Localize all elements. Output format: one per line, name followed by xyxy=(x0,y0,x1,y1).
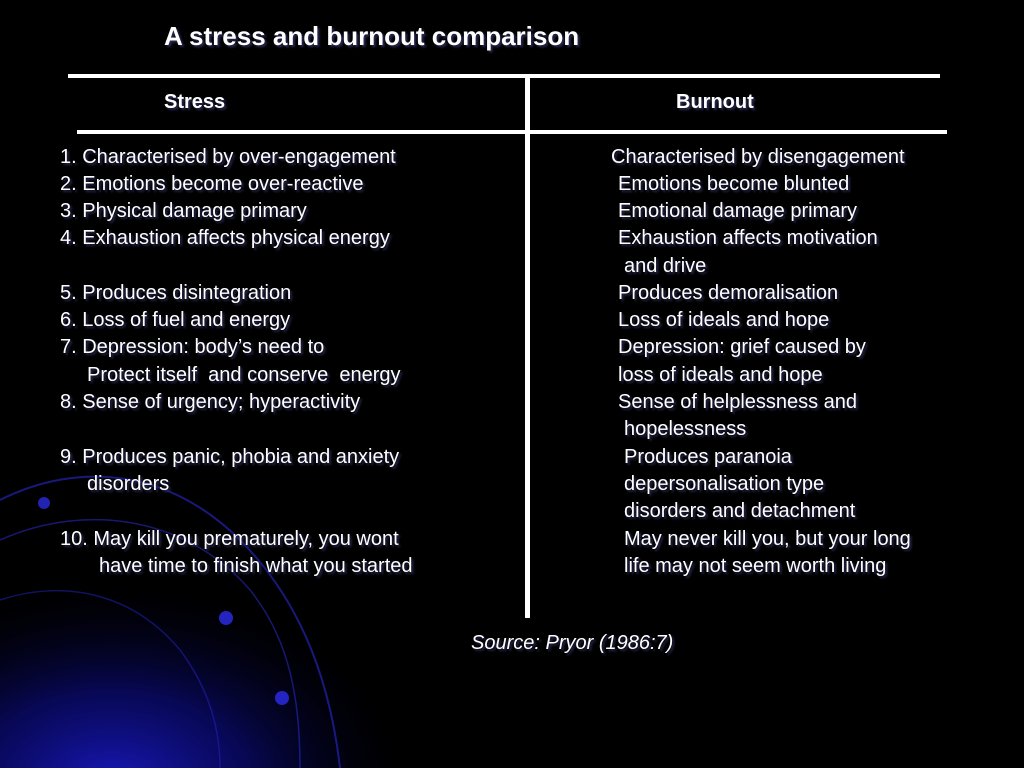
column-divider xyxy=(525,78,530,618)
burnout-item: Loss of ideals and hope xyxy=(618,309,830,331)
stress-item: 7. Depression: body’s need to xyxy=(60,336,325,358)
burnout-item-continuation: depersonalisation type xyxy=(624,473,825,495)
stress-item: 2. Emotions become over-reactive xyxy=(60,173,364,195)
burnout-item: May never kill you, but your long xyxy=(624,528,911,550)
burnout-column-header: Burnout xyxy=(676,91,754,113)
slide-title: A stress and burnout comparison xyxy=(164,21,580,51)
burnout-item: Exhaustion affects motivation xyxy=(618,227,878,249)
burnout-item-continuation: life may not seem worth living xyxy=(624,555,887,577)
stress-item-continuation: Protect itself and conserve energy xyxy=(87,364,401,386)
stress-item: 5. Produces disintegration xyxy=(60,282,292,304)
stress-item: 10. May kill you prematurely, you wont xyxy=(60,528,399,550)
burnout-item: Produces demoralisation xyxy=(618,282,839,304)
burnout-item-continuation: loss of ideals and hope xyxy=(618,364,823,386)
stress-item-continuation: have time to finish what you started xyxy=(99,555,413,577)
table-top-rule xyxy=(68,74,940,78)
stress-item: 9. Produces panic, phobia and anxiety xyxy=(60,446,400,468)
burnout-item: Emotional damage primary xyxy=(618,200,857,222)
burnout-item-continuation: disorders and detachment xyxy=(624,500,856,522)
burnout-item-continuation: hopelessness xyxy=(624,418,747,440)
stress-item: 1. Characterised by over-engagement xyxy=(60,146,396,168)
stress-item: 4. Exhaustion affects physical energy xyxy=(60,227,390,249)
stress-item-continuation: disorders xyxy=(87,473,170,495)
stress-item: 6. Loss of fuel and energy xyxy=(60,309,291,331)
header-separator-rule xyxy=(77,130,947,134)
burnout-item-continuation: and drive xyxy=(624,255,707,277)
burnout-item: Depression: grief caused by xyxy=(618,336,866,358)
burnout-item: Emotions become blunted xyxy=(618,173,850,195)
burnout-item: Sense of helplessness and xyxy=(618,391,858,413)
burnout-item: Characterised by disengagement xyxy=(611,146,905,168)
source-citation: Source: Pryor (1986:7) xyxy=(471,632,674,654)
burnout-item: Produces paranoia xyxy=(624,446,792,468)
stress-column-header: Stress xyxy=(164,91,226,113)
stress-item: 3. Physical damage primary xyxy=(60,200,307,222)
stress-item: 8. Sense of urgency; hyperactivity xyxy=(60,391,361,413)
